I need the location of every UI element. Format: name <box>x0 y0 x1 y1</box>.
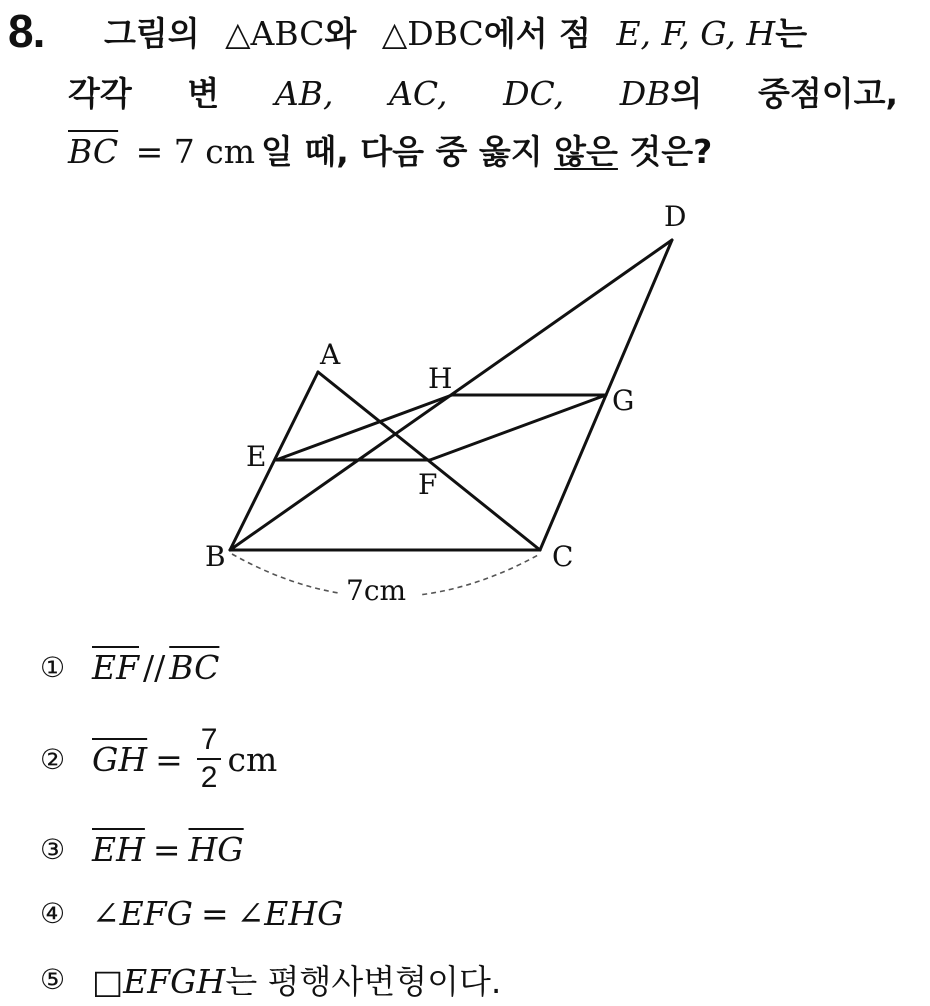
option-3-rel: = <box>152 830 181 869</box>
option-2-denominator: 2 <box>200 761 218 794</box>
question-number: 8. <box>8 5 45 57</box>
option-5-marker: ⑤ <box>40 963 66 996</box>
triangle-dbc: △DBC <box>381 14 484 53</box>
q1-text-1: 그림의 <box>104 14 200 53</box>
q2-word-3: 의 <box>670 74 703 113</box>
label-c: C <box>552 540 574 573</box>
q1-text-3: 에서 점 <box>483 14 591 53</box>
option-2-lhs: $\overline{GH}$ <box>92 739 148 779</box>
option-3[interactable] <box>40 830 244 869</box>
option-4-angle-efg: ∠EFG <box>92 894 193 933</box>
option-5[interactable] <box>40 956 501 1003</box>
side-db: DB <box>619 74 671 113</box>
q3-text-2: 것은? <box>617 132 713 171</box>
label-f: F <box>418 468 438 501</box>
emphasis-not: 않은 <box>554 132 618 171</box>
side-ab: AB, <box>274 74 334 113</box>
q2-word-4: 중점이고, <box>757 74 898 113</box>
option-1-rel: // <box>143 648 166 687</box>
option-5-text: 는 평행사변형이다. <box>225 962 502 1001</box>
label-d: D <box>664 200 687 233</box>
option-3-lhs: $\overline{EH}$ <box>92 830 145 869</box>
side-dc: DC, <box>503 74 565 113</box>
option-1-marker: ① <box>40 651 66 684</box>
label-b: B <box>205 540 226 573</box>
triangle-abc: △ABC <box>225 14 325 53</box>
option-4-angle-ehg: ∠EHG <box>236 894 344 933</box>
option-2-rel: = <box>155 739 183 779</box>
option-4-marker: ④ <box>40 897 66 930</box>
option-4-rel: = <box>201 894 229 933</box>
segment-fg-line <box>430 395 606 460</box>
option-3-marker: ③ <box>40 833 66 866</box>
side-ac: AC, <box>389 74 448 113</box>
option-2[interactable] <box>40 722 277 796</box>
option-2-unit: cm <box>227 739 278 779</box>
label-g: G <box>612 384 635 417</box>
option-4[interactable] <box>40 894 344 933</box>
option-5-quadrilateral: □EFGH <box>92 962 226 1001</box>
option-2-numerator: 7 <box>197 722 222 760</box>
bc-length-eq: = 7 cm <box>135 132 256 171</box>
label-a: A <box>320 338 341 371</box>
midpoint-names: E, F, G, H <box>616 14 776 53</box>
option-2-marker: ② <box>40 742 66 776</box>
q2-word-1: 각각 <box>68 74 132 113</box>
label-h: H <box>428 362 453 395</box>
label-bc-length: 7cm <box>346 574 407 607</box>
option-1-lhs: $\overline{EF}$ <box>92 648 139 687</box>
q1-text-2: 와 <box>324 14 357 53</box>
option-1[interactable] <box>40 648 219 687</box>
q1-text-4: 는 <box>775 14 808 53</box>
label-e: E <box>246 440 267 473</box>
option-2-fraction <box>197 722 222 796</box>
q3-text-1: 일 때, 다음 중 옳지 <box>261 132 555 171</box>
q2-word-2: 변 <box>187 74 220 113</box>
segment-bc: $\overline{BC}$ <box>68 132 119 171</box>
option-1-rhs: $\overline{BC}$ <box>169 648 220 687</box>
option-3-rhs: $\overline{HG}$ <box>188 830 244 869</box>
